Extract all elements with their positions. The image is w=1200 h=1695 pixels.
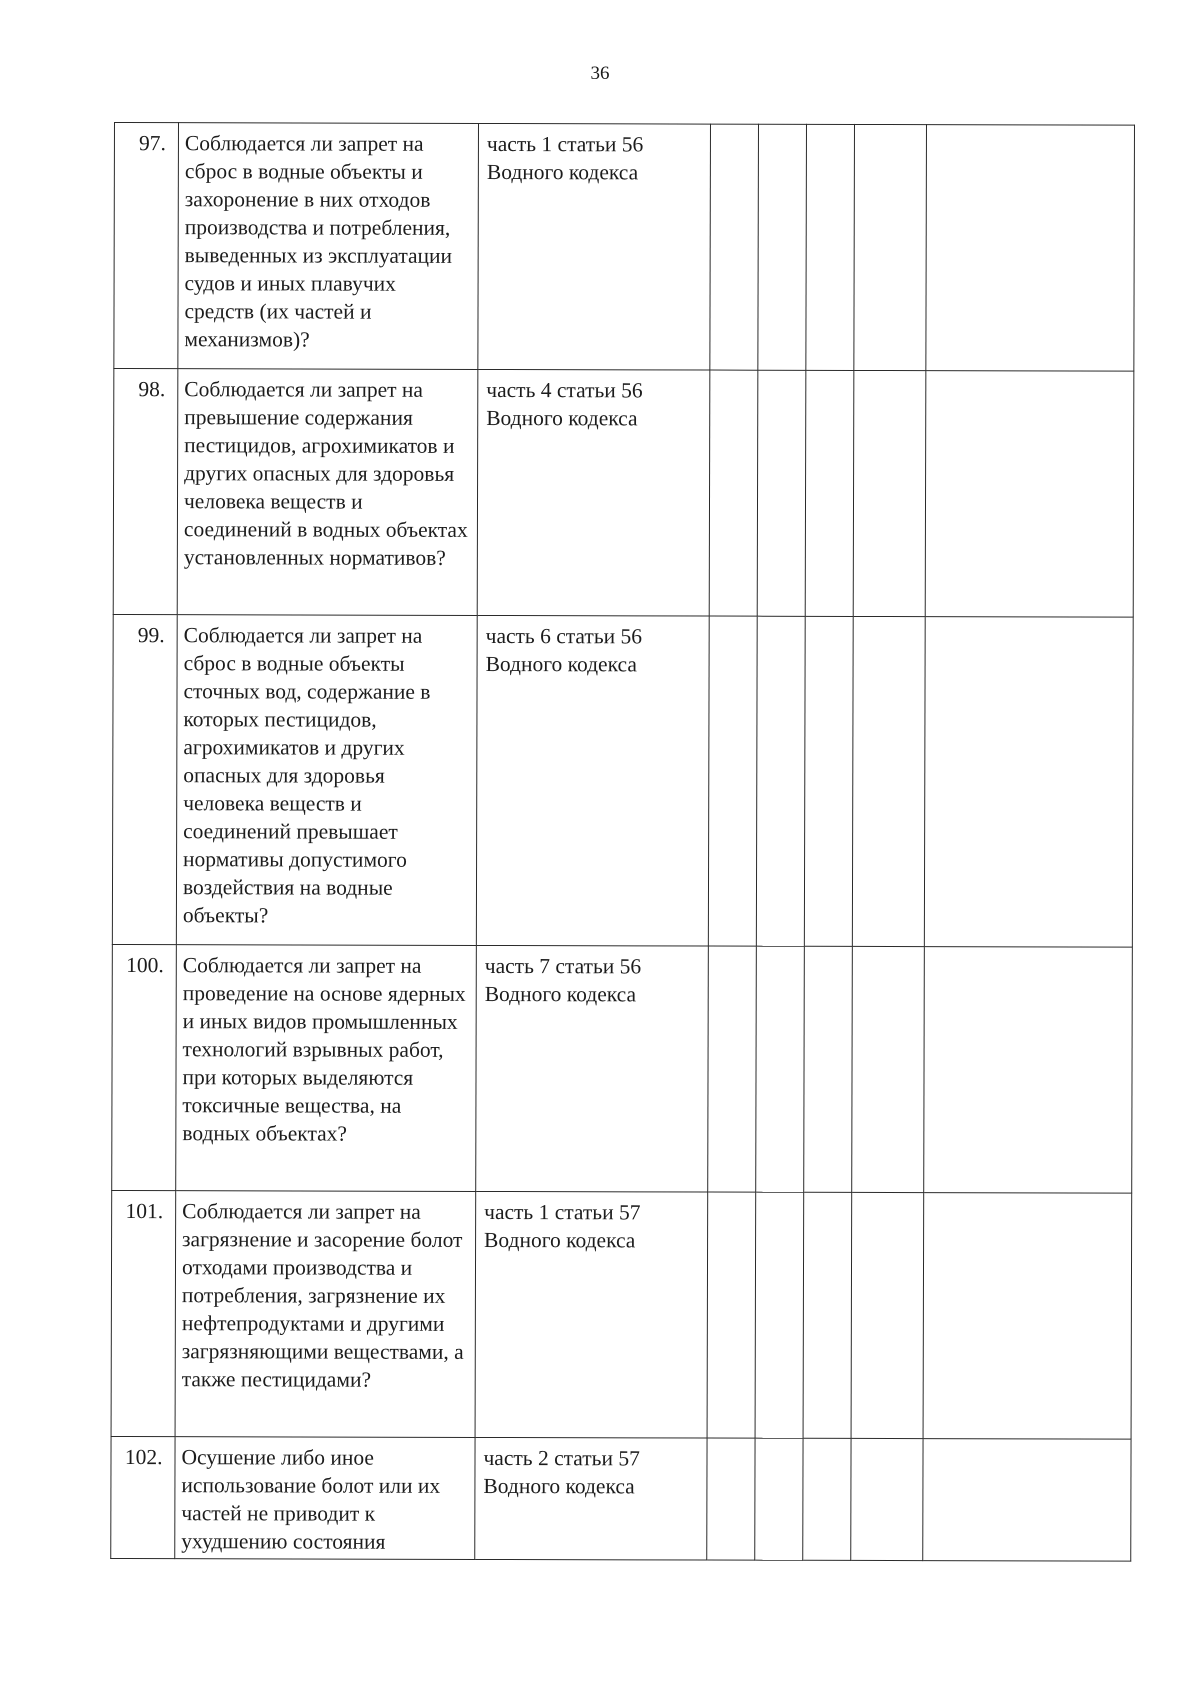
- notes-cell: [923, 1193, 1132, 1440]
- answer-extra-cell: [851, 1438, 923, 1560]
- answer-not-applicable-cell: [804, 946, 853, 1192]
- table-row: [113, 369, 1134, 618]
- table-row: [111, 1190, 1132, 1439]
- legal-reference-cell: часть 4 статьи 56 Водного кодекса: [477, 369, 710, 616]
- item-number: 100.: [112, 944, 177, 1190]
- question-cell: Соблюдается ли запрет на загрязнение и засорение болот отходами производства и потребления, загрязнение их нефтепродуктами и другими загрязняющими веществами, а также пестицидами?: [175, 1191, 476, 1438]
- answer-extra-cell: [854, 124, 927, 370]
- table-row: [114, 123, 1135, 372]
- legal-reference-cell: часть 1 статьи 56 Водного кодекса: [478, 123, 711, 370]
- notes-cell: [925, 371, 1134, 618]
- item-number: 97.: [114, 123, 179, 369]
- answer-not-applicable-cell: [805, 370, 854, 616]
- table-row: [112, 614, 1133, 947]
- answer-no-cell: [757, 370, 806, 616]
- notes-cell: [926, 125, 1135, 372]
- answer-no-cell: [755, 1192, 804, 1438]
- table-row: [112, 944, 1133, 1193]
- answer-extra-cell: [852, 946, 925, 1192]
- item-number: 102.: [111, 1436, 175, 1558]
- answer-extra-cell: [853, 370, 926, 616]
- answer-no-cell: [756, 946, 805, 1192]
- item-number: 101.: [111, 1190, 176, 1436]
- notes-cell: [924, 617, 1133, 948]
- answer-not-applicable-cell: [804, 616, 853, 946]
- question-cell: Соблюдается ли запрет на превышение содержания пестицидов, агрохимикатов и других опасных для здоровья человека веществ и соединений в водных объектах установленных нормативов?: [177, 369, 478, 616]
- legal-reference-cell: часть 6 статьи 56 Водного кодекса: [476, 615, 709, 946]
- legal-reference-cell: часть 2 статьи 57 Водного кодекса: [475, 1437, 707, 1560]
- answer-extra-cell: [851, 1192, 924, 1438]
- answer-yes-cell: [710, 124, 759, 370]
- legal-reference-cell: часть 7 статьи 56 Водного кодекса: [476, 945, 709, 1192]
- answer-yes-cell: [707, 1192, 756, 1438]
- legal-reference-cell: часть 1 статьи 57 Водного кодекса: [475, 1191, 708, 1438]
- answer-yes-cell: [708, 946, 757, 1192]
- answer-not-applicable-cell: [803, 1438, 851, 1560]
- answer-no-cell: [756, 616, 805, 946]
- checklist-sheet: [110, 122, 1134, 1562]
- notes-cell: [923, 1439, 1131, 1562]
- answer-no-cell: [755, 1438, 803, 1560]
- answer-extra-cell: [852, 616, 925, 946]
- answer-not-applicable-cell: [803, 1192, 852, 1438]
- notes-cell: [924, 947, 1133, 1194]
- question-cell: Соблюдается ли запрет на сброс в водные объекты сточных вод, содержание в которых пестицидов, агрохимикатов и других опасных для здоровья человека веществ и соединений превышает нормативы допустимого воздействия на водные объекты?: [176, 615, 477, 946]
- table-row: [111, 1436, 1131, 1561]
- answer-not-applicable-cell: [806, 124, 855, 370]
- question-cell: Соблюдается ли запрет на проведение на основе ядерных и иных видов промышленных технологий взрывных работ, при которых выделяются токсичные вещества, на водных объектах?: [176, 945, 477, 1192]
- question-cell: Осушение либо иное использование болот или их частей не приводит к ухудшению состояния: [175, 1437, 475, 1560]
- page-number: 36: [590, 63, 610, 84]
- item-number: 99.: [112, 614, 177, 944]
- checklist-body: [111, 123, 1135, 1562]
- answer-yes-cell: [707, 1438, 755, 1560]
- checklist-table: [110, 122, 1135, 1562]
- answer-yes-cell: [708, 616, 757, 946]
- item-number: 98.: [113, 369, 178, 615]
- answer-yes-cell: [709, 370, 758, 616]
- answer-no-cell: [758, 124, 807, 370]
- question-cell: Соблюдается ли запрет на сброс в водные объекты и захоронение в них отходов производства и потребления, выведенных из эксплуатации судов и иных плавучих средств (их частей и механизмов)?: [178, 123, 479, 370]
